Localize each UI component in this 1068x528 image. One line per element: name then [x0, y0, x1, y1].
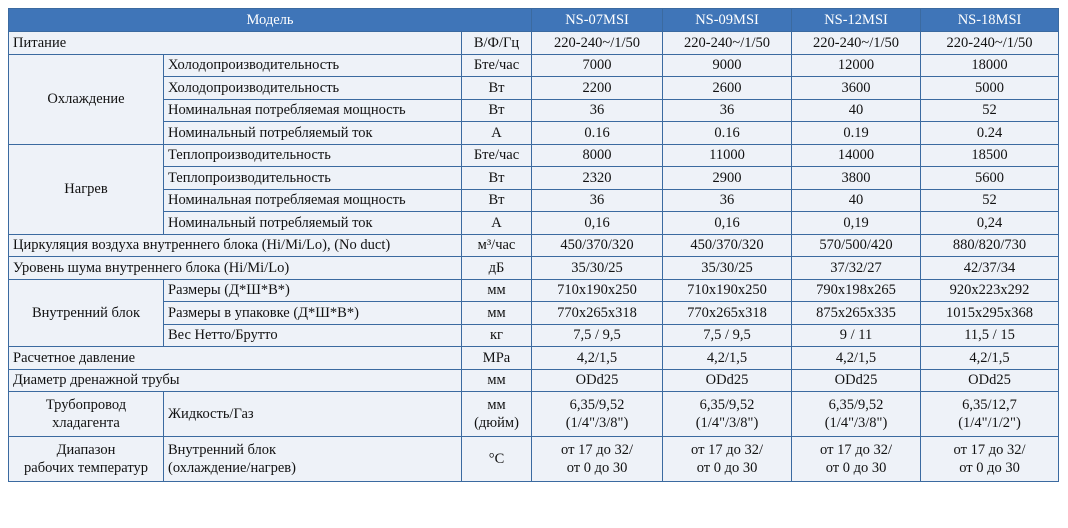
- value-cell: 36: [532, 189, 663, 212]
- group-heating: Нагрев: [9, 144, 164, 234]
- value-cell: [532, 392, 663, 437]
- unit-cell: MPa: [462, 347, 532, 370]
- group-piping-line2: хладагента: [52, 415, 120, 431]
- value-cell: 450/370/320: [663, 234, 792, 257]
- unit-cell: кг: [462, 324, 532, 347]
- param-label: Холодопроизводительность: [164, 54, 462, 77]
- value-cell: 710x190x250: [663, 279, 792, 302]
- value-cell: 8000: [532, 144, 663, 167]
- row-cooling-4: [9, 122, 1059, 145]
- header-row: [9, 9, 1059, 32]
- spec-table: [8, 8, 1059, 482]
- value-cell: 7000: [532, 54, 663, 77]
- value-cell: 12000: [792, 54, 921, 77]
- value-cell: 42/37/34: [921, 257, 1059, 280]
- row-indoor-3: [9, 324, 1059, 347]
- value-cell: 770x265x318: [532, 302, 663, 325]
- unit-cell: мм: [462, 279, 532, 302]
- value-cell: 35/30/25: [663, 257, 792, 280]
- value-line2: (1/4"/1/2"): [958, 415, 1021, 431]
- model-col-1: NS-07MSI: [532, 9, 663, 32]
- group-piping-line1: Трубопровод: [45, 397, 127, 413]
- row-piping: [9, 392, 1059, 437]
- model-col-4: NS-18MSI: [921, 9, 1059, 32]
- value-cell: 37/32/27: [792, 257, 921, 280]
- value-cell: 5000: [921, 77, 1059, 100]
- unit-cell: °C: [462, 437, 532, 482]
- param-label: Теплопроизводительность: [164, 167, 462, 190]
- row-heating-1: [9, 144, 1059, 167]
- value-cell: 880/820/730: [921, 234, 1059, 257]
- value-cell: 0,24: [921, 212, 1059, 235]
- param-label: Размеры (Д*Ш*В*): [164, 279, 462, 302]
- value-cell: 0,19: [792, 212, 921, 235]
- unit-cell: мм: [462, 302, 532, 325]
- label-line2: (охлаждение/нагрев): [168, 460, 296, 476]
- value-cell: [663, 437, 792, 482]
- row-airflow: [9, 234, 1059, 257]
- unit-cell: м³/час: [462, 234, 532, 257]
- value-cell: 11000: [663, 144, 792, 167]
- value-cell: 875x265x335: [792, 302, 921, 325]
- value-cell: 4,2/1,5: [532, 347, 663, 370]
- value-cell: 52: [921, 189, 1059, 212]
- row-drain: [9, 369, 1059, 392]
- group-cooling: Охлаждение: [9, 54, 164, 144]
- value-line1: 6,35/9,52: [828, 397, 884, 413]
- unit-cell: Вт: [462, 189, 532, 212]
- unit-cell: А: [462, 122, 532, 145]
- unit-cell: А: [462, 212, 532, 235]
- value-cell: 7,5 / 9,5: [532, 324, 663, 347]
- value-cell: 7,5 / 9,5: [663, 324, 792, 347]
- param-label: Вес Нетто/Брутто: [164, 324, 462, 347]
- model-header: Модель: [9, 9, 532, 32]
- value-cell: 40: [792, 189, 921, 212]
- row-power: [9, 32, 1059, 55]
- param-label: Расчетное давление: [9, 347, 462, 370]
- row-heating-2: [9, 167, 1059, 190]
- value-cell: 570/500/420: [792, 234, 921, 257]
- value-line2: (1/4"/3/8"): [695, 415, 759, 431]
- param-label: Размеры в упаковке (Д*Ш*В*): [164, 302, 462, 325]
- unit-cell: [462, 392, 532, 437]
- row-heating-3: [9, 189, 1059, 212]
- value-cell: 1015x295x368: [921, 302, 1059, 325]
- value-cell: [921, 437, 1059, 482]
- row-noise: [9, 257, 1059, 280]
- value-cell: 0,16: [663, 212, 792, 235]
- value-line1: от 17 до 32/: [691, 442, 763, 458]
- param-label: Номинальная потребляемая мощность: [164, 189, 462, 212]
- value-cell: 0.16: [532, 122, 663, 145]
- value-cell: 2600: [663, 77, 792, 100]
- unit-cell: Бте/час: [462, 54, 532, 77]
- value-cell: 710x190x250: [532, 279, 663, 302]
- value-line1: 6,35/12,7: [962, 397, 1017, 413]
- value-cell: 0,16: [532, 212, 663, 235]
- unit-cell: мм: [462, 369, 532, 392]
- value-cell: 18500: [921, 144, 1059, 167]
- value-cell: 4,2/1,5: [921, 347, 1059, 370]
- value-cell: 770x265x318: [663, 302, 792, 325]
- param-label: Диаметр дренажной трубы: [9, 369, 462, 392]
- value-cell: 0.24: [921, 122, 1059, 145]
- param-label: Номинальный потребляемый ток: [164, 122, 462, 145]
- value-line2: от 0 до 30: [566, 460, 628, 476]
- value-cell: 790x198x265: [792, 279, 921, 302]
- model-col-3: NS-12MSI: [792, 9, 921, 32]
- group-temps: [9, 437, 164, 482]
- param-label: Уровень шума внутреннего блока (Hi/Mi/Lo): [9, 257, 462, 280]
- param-label: [164, 437, 462, 482]
- value-line1: 6,35/9,52: [699, 397, 755, 413]
- value-cell: 36: [532, 99, 663, 122]
- param-label: Теплопроизводительность: [164, 144, 462, 167]
- value-cell: 52: [921, 99, 1059, 122]
- value-cell: [532, 437, 663, 482]
- unit-cell: дБ: [462, 257, 532, 280]
- row-cooling-1: [9, 54, 1059, 77]
- value-line1: 6,35/9,52: [569, 397, 625, 413]
- row-heating-4: [9, 212, 1059, 235]
- value-cell: 220-240~/1/50: [792, 32, 921, 55]
- value-line1: от 17 до 32/: [561, 442, 633, 458]
- value-cell: 9 / 11: [792, 324, 921, 347]
- value-cell: 220-240~/1/50: [532, 32, 663, 55]
- value-cell: 0.19: [792, 122, 921, 145]
- value-cell: 920x223x292: [921, 279, 1059, 302]
- value-line2: (1/4"/3/8"): [565, 415, 629, 431]
- row-indoor-1: [9, 279, 1059, 302]
- value-cell: [792, 392, 921, 437]
- param-label: Номинальный потребляемый ток: [164, 212, 462, 235]
- value-line2: (1/4"/3/8"): [824, 415, 888, 431]
- group-temps-line1: Диапазон: [56, 442, 116, 458]
- unit-cell: Вт: [462, 99, 532, 122]
- value-cell: 3600: [792, 77, 921, 100]
- value-cell: 3800: [792, 167, 921, 190]
- value-cell: 2200: [532, 77, 663, 100]
- param-label: Циркуляция воздуха внутреннего блока (Hi/Mi/Lo), (No duct): [9, 234, 462, 257]
- unit-cell: Вт: [462, 77, 532, 100]
- row-temps: [9, 437, 1059, 482]
- row-indoor-2: [9, 302, 1059, 325]
- unit-line1: мм: [487, 397, 506, 413]
- value-line2: от 0 до 30: [696, 460, 758, 476]
- value-cell: 2320: [532, 167, 663, 190]
- value-cell: 4,2/1,5: [663, 347, 792, 370]
- value-line1: от 17 до 32/: [820, 442, 892, 458]
- group-indoor: Внутренний блок: [9, 279, 164, 347]
- value-line1: от 17 до 32/: [953, 442, 1026, 458]
- value-cell: ODd25: [663, 369, 792, 392]
- value-cell: 4,2/1,5: [792, 347, 921, 370]
- group-piping: [9, 392, 164, 437]
- unit-cell: Бте/час: [462, 144, 532, 167]
- model-col-2: NS-09MSI: [663, 9, 792, 32]
- param-label: Жидкость/Газ: [164, 392, 462, 437]
- value-line2: от 0 до 30: [825, 460, 887, 476]
- value-cell: 40: [792, 99, 921, 122]
- row-pressure: [9, 347, 1059, 370]
- value-line2: от 0 до 30: [959, 460, 1020, 476]
- value-cell: ODd25: [921, 369, 1059, 392]
- value-cell: 14000: [792, 144, 921, 167]
- unit-cell: В/Ф/Гц: [462, 32, 532, 55]
- value-cell: 450/370/320: [532, 234, 663, 257]
- value-cell: 18000: [921, 54, 1059, 77]
- value-cell: 0.16: [663, 122, 792, 145]
- group-temps-line2: рабочих температур: [24, 460, 148, 476]
- unit-line2: (дюйм): [474, 415, 519, 431]
- value-cell: 36: [663, 189, 792, 212]
- value-cell: [921, 392, 1059, 437]
- value-cell: 11,5 / 15: [921, 324, 1059, 347]
- row-cooling-2: [9, 77, 1059, 100]
- value-cell: 5600: [921, 167, 1059, 190]
- value-cell: ODd25: [532, 369, 663, 392]
- value-cell: 9000: [663, 54, 792, 77]
- param-label: Питание: [9, 32, 462, 55]
- param-label: Холодопроизводительность: [164, 77, 462, 100]
- param-label: Номинальная потребляемая мощность: [164, 99, 462, 122]
- value-cell: 36: [663, 99, 792, 122]
- value-cell: [663, 392, 792, 437]
- value-cell: ODd25: [792, 369, 921, 392]
- value-cell: 220-240~/1/50: [663, 32, 792, 55]
- label-line1: Внутренний блок: [168, 442, 277, 458]
- value-cell: [792, 437, 921, 482]
- value-cell: 2900: [663, 167, 792, 190]
- row-cooling-3: [9, 99, 1059, 122]
- value-cell: 220-240~/1/50: [921, 32, 1059, 55]
- unit-cell: Вт: [462, 167, 532, 190]
- value-cell: 35/30/25: [532, 257, 663, 280]
